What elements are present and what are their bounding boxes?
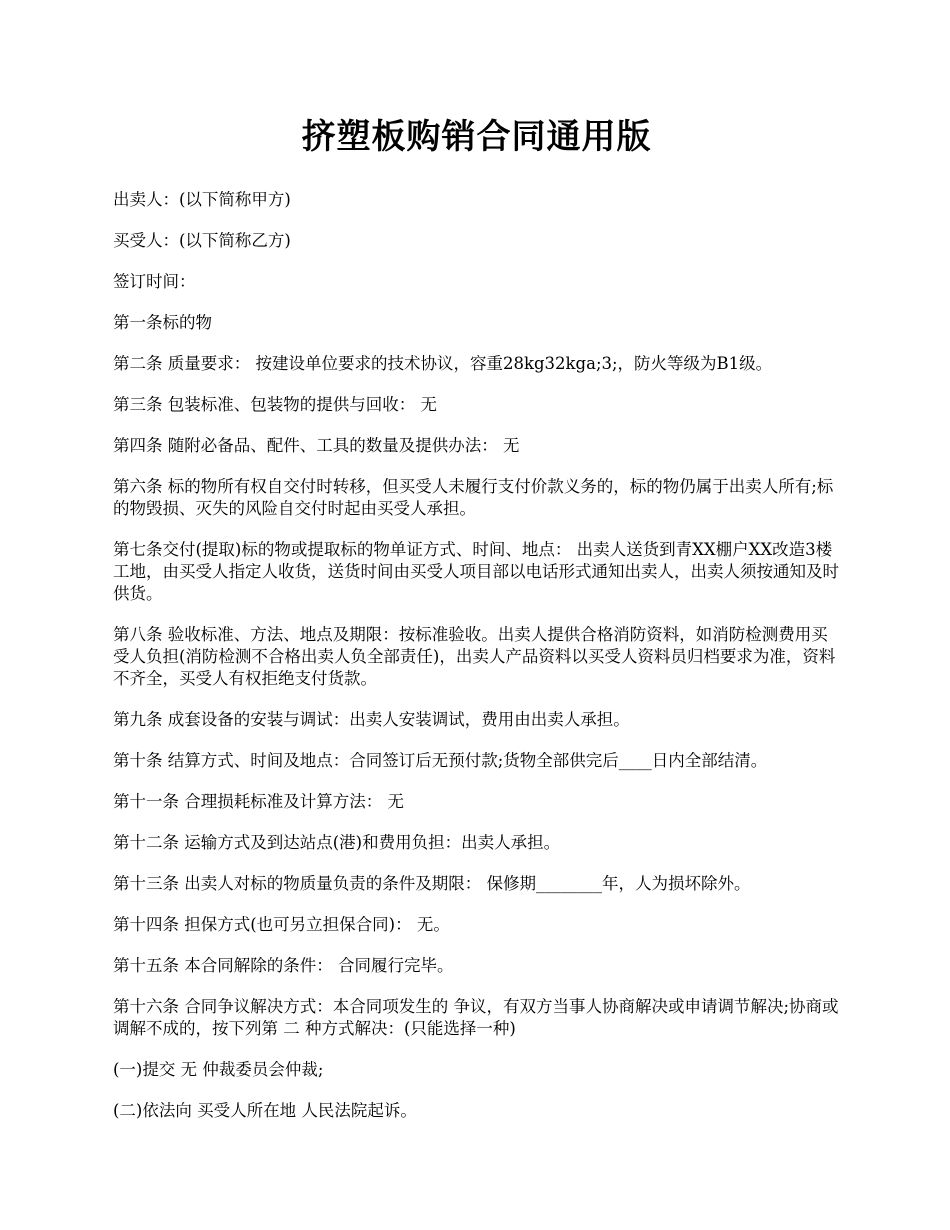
dispute-option-2: (二)依法向 买受人所在地 人民法院起诉。 <box>113 1101 417 1120</box>
article-6: 第六条 标的物所有权自交付时转移，但买受人未履行支付价款义务的，标的物仍属于出卖人所有;标的物毁损、灭失的风险自交付时起由买受人承担。 <box>113 477 834 518</box>
article-7: 第七条交付(提取)标的物或提取标的物单证方式、时间、地点： 出卖人送货到青XX棚户XX改造3楼工地，由买受人指定人收货，送货时间由买受人项目部以电话形式通知出卖人，出卖人须按通知及时供货。 <box>113 540 839 603</box>
document-title: 挤塑板购销合同通用版 <box>301 117 652 157</box>
article-2: 第二条 质量要求： 按建设单位要求的技术协议，容重28kg32kga;3;，防火等级为B1级。 <box>113 354 773 373</box>
dispute-option-1: (一)提交 无 仲裁委员会仲裁; <box>113 1060 324 1079</box>
article-1: 第一条标的物 <box>113 313 212 332</box>
article-9: 第九条 成套设备的安装与调试：出卖人安装调试，费用由出卖人承担。 <box>113 710 630 729</box>
article-14: 第十四条 担保方式(也可另立担保合同)： 无。 <box>113 915 450 934</box>
article-15: 第十五条 本合同解除的条件： 合同履行完毕。 <box>113 956 454 975</box>
article-10: 第十条 结算方式、时间及地点：合同签订后无预付款;货物全部供完后____日内全部结清。 <box>113 751 768 770</box>
signing-time-line: 签订时间： <box>113 272 196 291</box>
seller-line: 出卖人：(以下简称甲方) <box>113 190 291 209</box>
article-8: 第八条 验收标准、方法、地点及期限：按标准验收。出卖人提供合格消防资料，如消防检测费用买受人负担(消防检测不合格出卖人负全部责任)，出卖人产品资料以买受人资料员归档要求为准，资料不齐全，买受人有权拒绝支付货款。 <box>113 625 836 688</box>
article-3: 第三条 包装标准、包装物的提供与回收： 无 <box>113 395 437 414</box>
article-12: 第十二条 运输方式及到达站点(港)和费用负担：出卖人承担。 <box>113 833 561 852</box>
article-13: 第十三条 出卖人对标的物质量负责的条件及期限： 保修期________年，人为损坏除外。 <box>113 874 751 893</box>
buyer-line: 买受人：(以下简称乙方) <box>113 231 291 250</box>
article-11: 第十一条 合理损耗标准及计算方法： 无 <box>113 792 404 811</box>
article-16: 第十六条 合同争议解决方式：本合同项发生的 争议，有双方当事人协商解决或申请调节解决;协商或调解不成的，按下列第 二 种方式解决：(只能选择一种) <box>113 997 839 1038</box>
article-4: 第四条 随附必备品、配件、工具的数量及提供办法： 无 <box>113 436 520 455</box>
